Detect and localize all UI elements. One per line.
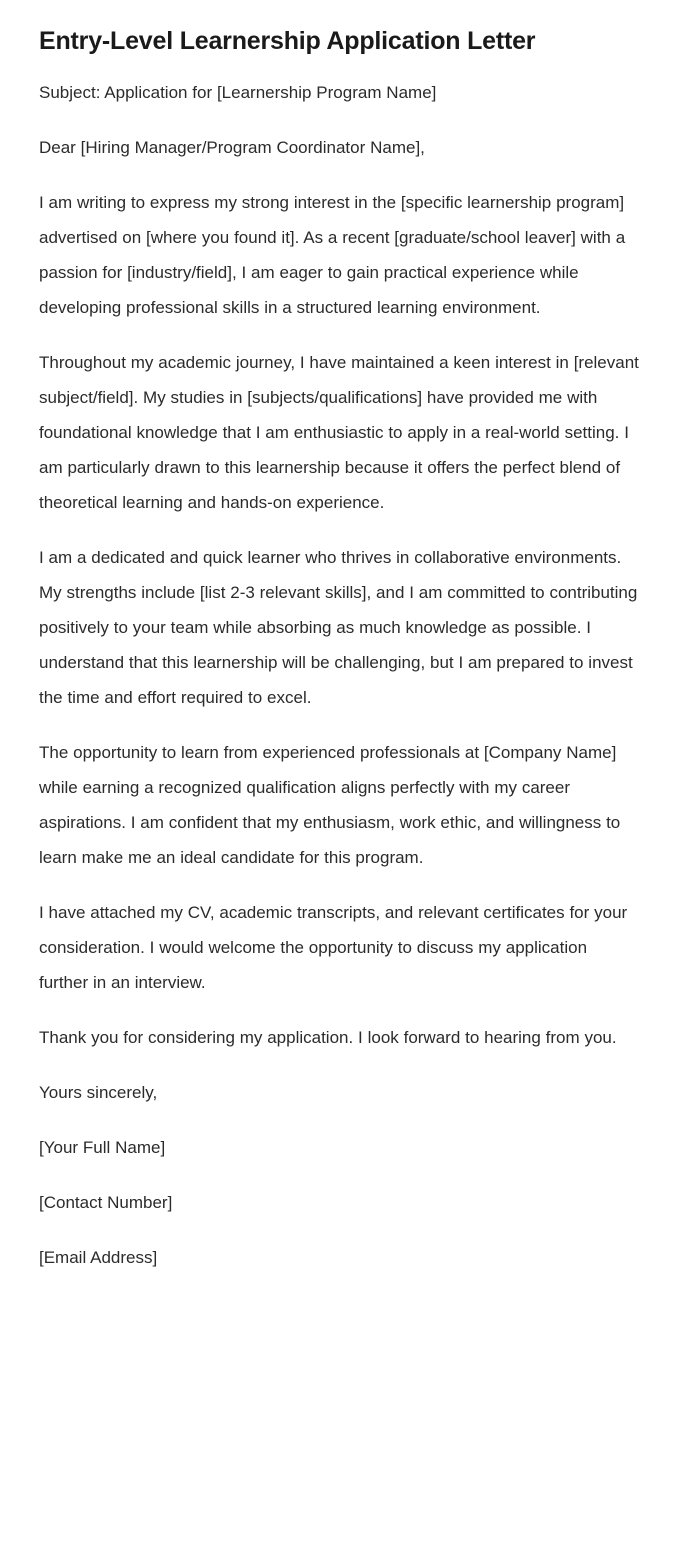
- subject-line: Subject: Application for [Learnership Program Name]: [39, 83, 437, 103]
- attachments-paragraph: I have attached my CV, academic transcripts, and relevant certificates for your consideration. I would welcome the opportunity to discuss my application further in an interview.: [39, 903, 628, 993]
- intro-paragraph: I am writing to express my strong interest in the [specific learnership program] advertised on [where you found it]. As a recent [graduate/school leaver] with a passion for [industry/field], I am eager to gain practical experience while developing professional skills in a structured learning environment.: [39, 193, 626, 318]
- closing-thanks-paragraph: Thank you for considering my application. I look forward to hearing from you.: [39, 1028, 617, 1048]
- company-fit-paragraph: The opportunity to learn from experienced professionals at [Company Name] while earning a recognized qualification aligns perfectly with my career aspirations. I am confident that my enthusiasm, work ethic, and willingness to learn make me an ideal candidate for this program.: [39, 743, 621, 868]
- signature-contact-number: [Contact Number]: [39, 1193, 173, 1213]
- valediction: Yours sincerely,: [39, 1083, 158, 1103]
- letter-body: [39, 75, 661, 1275]
- document-bottom-spacer: [39, 1275, 661, 1315]
- signature-email-address: [Email Address]: [39, 1248, 158, 1268]
- academic-background-paragraph: Throughout my academic journey, I have maintained a keen interest in [relevant subject/field]. My studies in [subjects/qualifications] have provided me with foundational knowledge that I am enthusiastic to apply in a real-world setting. I am particularly drawn to this learnership because it offers the perfect blend of theoretical learning and hands-on experience.: [39, 353, 639, 513]
- page-title: Entry-Level Learnership Application Letter: [39, 27, 536, 55]
- signature-name: [Your Full Name]: [39, 1138, 166, 1158]
- strengths-paragraph: I am a dedicated and quick learner who thrives in collaborative environments. My strengths include [list 2-3 relevant skills], and I am committed to contributing positively to your team while absorbing as much knowledge as possible. I understand that this learnership will be challenging, but I am prepared to invest the time and effort required to excel.: [39, 548, 638, 708]
- salutation: Dear [Hiring Manager/Program Coordinator Name],: [39, 138, 425, 158]
